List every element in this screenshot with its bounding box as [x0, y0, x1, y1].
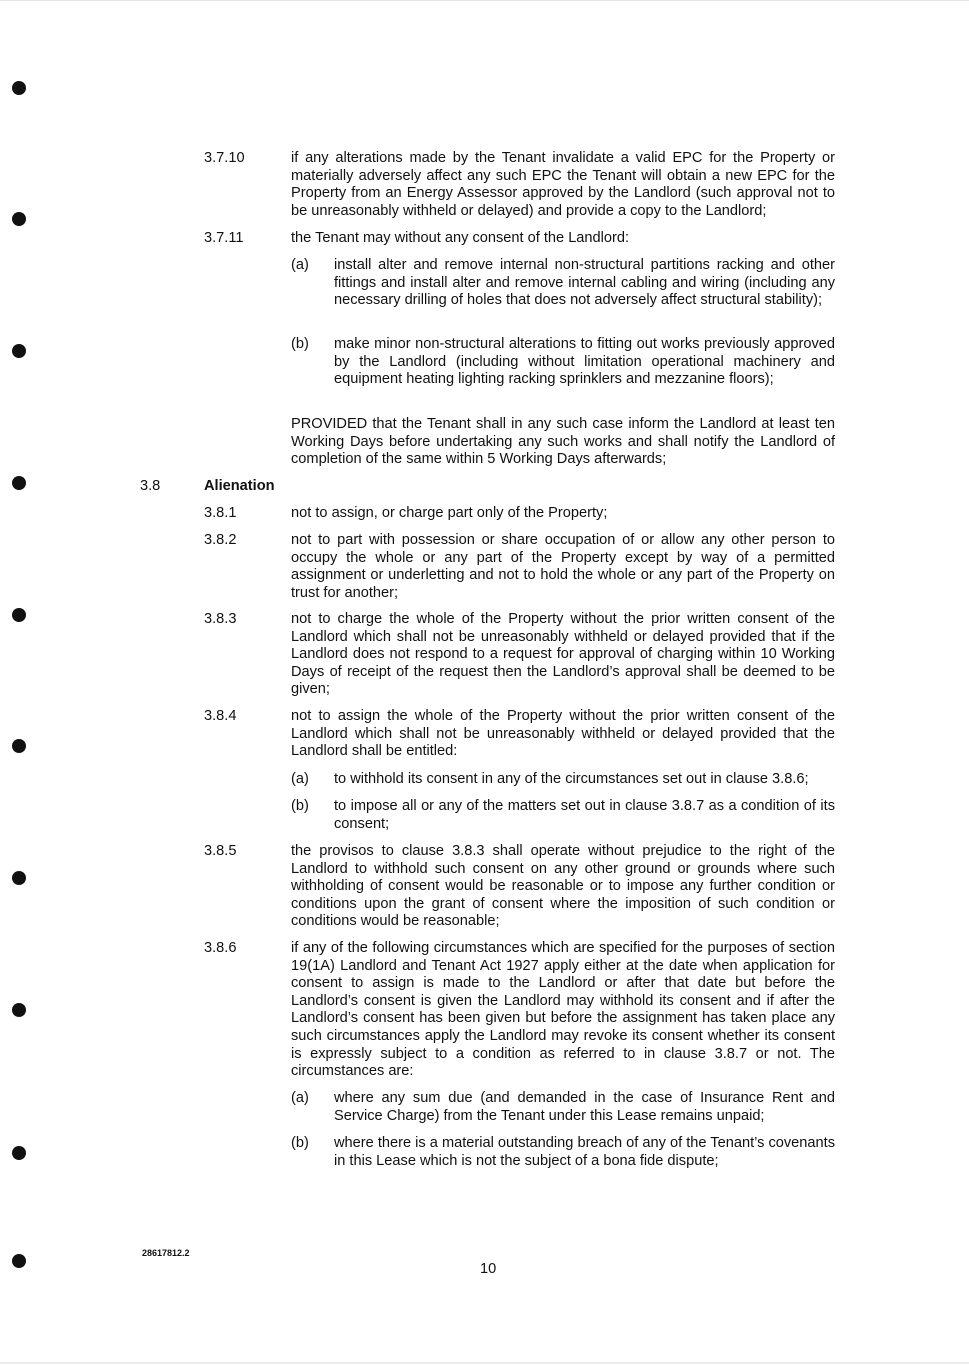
- punch-hole: [12, 476, 26, 490]
- punch-hole: [12, 344, 26, 358]
- subclause-text: to impose all or any of the matters set out in clause 3.8.7 as a condition of its consent;: [334, 798, 835, 832]
- subclause-label: (b): [291, 336, 309, 352]
- punch-hole: [12, 739, 26, 753]
- subclause-label: (b): [291, 798, 309, 814]
- subclause-label: (a): [291, 1090, 309, 1106]
- clause-number: 3.8.3: [204, 611, 237, 627]
- subclause-text: make minor non-structural alterations to fitting out works previously approved by the Landlord (including without limitation operational machinery and equipment heating lighting racking sprinklers and mezzanine floors);: [334, 336, 835, 388]
- clause-text: not to charge the whole of the Property without the prior written consent of the Landlord which shall not be unreasonably withheld or delayed provided that if the Landlord does not respond to a request for approval of charging within 10 Working Days of receipt of the request then the Landlord’s approval shall be deemed to be given;: [291, 611, 835, 698]
- punch-hole: [12, 1254, 26, 1268]
- punch-hole: [12, 81, 26, 95]
- clause-number: 3.7.11: [204, 230, 244, 246]
- document-reference: 28617812.2: [142, 1248, 190, 1258]
- section-heading: Alienation: [204, 478, 275, 494]
- subclause-text: install alter and remove internal non-structural partitions racking and other fittings and install alter and remove internal cabling and wiring (including any necessary drilling of holes that does not adversely affect structural stability);: [334, 257, 835, 309]
- clause-text: not to assign the whole of the Property without the prior written consent of the Landlord which shall not be unreasonably withheld or delayed provided that the Landlord shall be entitled:: [291, 708, 835, 760]
- punch-hole: [12, 1003, 26, 1017]
- clause-text: not to assign, or charge part only of the Property;: [291, 505, 608, 521]
- clause-number: 3.8.5: [204, 843, 237, 859]
- clause-number: 3.8.2: [204, 532, 237, 548]
- punch-hole: [12, 1146, 26, 1160]
- clause-number: 3.8.1: [204, 505, 237, 521]
- punch-hole: [12, 608, 26, 622]
- clause-number: 3.8.6: [204, 940, 237, 956]
- clause-text: not to part with possession or share occupation of or allow any other person to occupy the whole or any part of the Property except by way of a permitted assignment or underletting and not to hold the whole or any part of the Property on trust for another;: [291, 532, 835, 601]
- subclause-text: where there is a material outstanding breach of any of the Tenant’s covenants in this Lease which is not the subject of a bona fide dispute;: [334, 1135, 835, 1169]
- clause-text: the Tenant may without any consent of the Landlord:: [291, 230, 630, 246]
- section-number: 3.8: [140, 478, 161, 494]
- page-top-edge: [0, 0, 969, 1]
- subclause-label: (b): [291, 1135, 309, 1151]
- clause-text: the provisos to clause 3.8.3 shall operate without prejudice to the right of the Landlord to withhold such consent on any other ground or grounds where such withholding of consent would be reasonable or to impose any further condition or conditions upon the grant of consent where the imposition of such condition or conditions would be reasonable;: [291, 843, 835, 930]
- clause-number: 3.8.4: [204, 708, 237, 724]
- subclause-text: to withhold its consent in any of the circumstances set out in clause 3.8.6;: [334, 771, 809, 787]
- clause-number: 3.7.10: [204, 150, 245, 166]
- subclause-text: where any sum due (and demanded in the case of Insurance Rent and Service Charge) from the Tenant under this Lease remains unpaid;: [334, 1090, 835, 1124]
- page-number: 10: [480, 1261, 497, 1277]
- clause-text: if any alterations made by the Tenant invalidate a valid EPC for the Property or materially adversely affect any such EPC the Tenant will obtain a new EPC for the Property from an Energy Assessor approved by the Landlord (such approval not to be unreasonably withheld or delayed) and provide a copy to the Landlord;: [291, 150, 835, 219]
- punch-hole: [12, 871, 26, 885]
- page-bottom-edge: [0, 1362, 969, 1364]
- proviso-text: PROVIDED that the Tenant shall in any such case inform the Landlord at least ten Working Days before undertaking any such works and shall notify the Landlord of completion of the same within 5 Working Days afterwards;: [291, 416, 835, 468]
- subclause-label: (a): [291, 771, 309, 787]
- subclause-label: (a): [291, 257, 309, 273]
- clause-text: if any of the following circumstances which are specified for the purposes of section 19(1A) Landlord and Tenant Act 1927 apply either at the date when application for consent to assign is made to the Landlord or after that date but before the Landlord’s consent is given the Landlord may withhold its consent and if after the Landlord’s consent has been given but before the assignment has taken place any such circumstances apply the Landlord may revoke its consent whether its consent is expressly subject to a condition as referred to in clause 3.8.7 or not. The circumstances are:: [291, 940, 835, 1080]
- punch-hole: [12, 212, 26, 226]
